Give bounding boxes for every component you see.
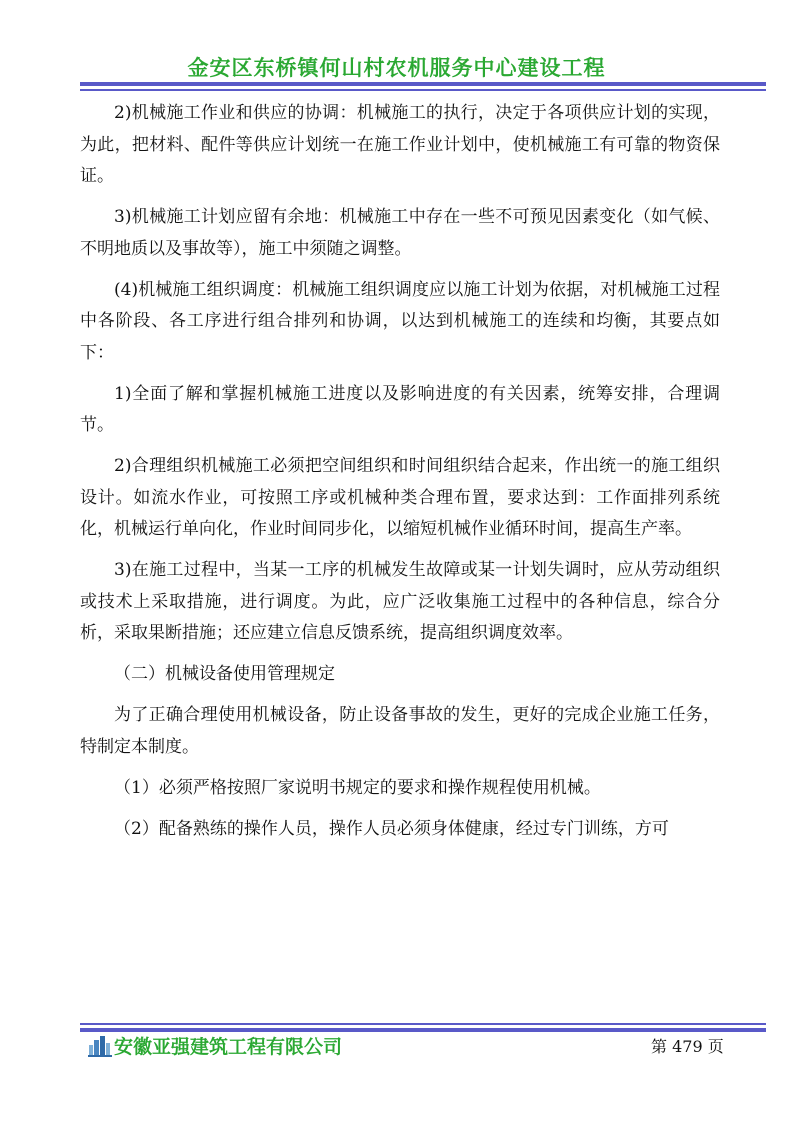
paragraph: （1）必须严格按照厂家说明书规定的要求和操作规程使用机械。 xyxy=(114,777,601,798)
paragraph: 3)机械施工计划应留有余地：机械施工中存在一些不可预见因素变化（如气候、不明地质以及事故等），施工中须随之调整。 xyxy=(80,207,720,259)
page-header-title: 金安区东桥镇何山村农机服务中心建设工程 xyxy=(187,56,606,80)
building-logo-icon xyxy=(88,1035,112,1057)
paragraph: 2)机械施工作业和供应的协调：机械施工的执行，决定于各项供应计划的实现，为此，把材料、配件等供应计划统一在施工作业计划中，使机械施工有可靠的物资保证。 xyxy=(80,103,720,186)
section-heading: （二）机械设备使用管理规定 xyxy=(114,664,335,684)
paragraph: （2）配备熟练的操作人员，操作人员必须身体健康，经过专门训练，方可 xyxy=(114,818,669,839)
page-number: 第 479 页 xyxy=(651,1037,724,1056)
paragraph: 2)合理组织机械施工必须把空间组织和时间组织结合起来，作出统一的施工组织设计。如流水作业，可按照工序或机械种类合理布置，要求达到：工作面排列系统化，机械运行单向化，作业时间同步化，以缩短机械作业循环时间，提高生产率。 xyxy=(80,456,720,539)
body-text xyxy=(80,98,720,855)
header-rule-thin xyxy=(80,89,766,91)
paragraph: (4)机械施工组织调度：机械施工组织调度应以施工计划为依据，对机械施工过程中各阶段、各工序进行组合排列和协调，以达到机械施工的连续和均衡，其要点如下： xyxy=(80,279,720,363)
paragraph: 1)全面了解和掌握机械施工进度以及影响进度的有关因素，统筹安排，合理调节。 xyxy=(80,383,720,435)
paragraph: 为了正确合理使用机械设备，防止设备事故的发生，更好的完成企业施工任务，特制定本制度。 xyxy=(80,705,720,757)
footer-rule-thin xyxy=(80,1023,766,1025)
footer-company xyxy=(88,1032,342,1059)
paragraph: 3)在施工过程中，当某一工序的机械发生故障或某一计划失调时，应从劳动组织或技术上采取措施，进行调度。为此，应广泛收集施工过程中的各种信息，综合分析，采取果断措施；还应建立信息反馈系统，提高组织调度效率。 xyxy=(80,560,720,643)
header-rule-thick xyxy=(80,82,766,86)
company-name: 安徽亚强建筑工程有限公司 xyxy=(114,1036,343,1058)
